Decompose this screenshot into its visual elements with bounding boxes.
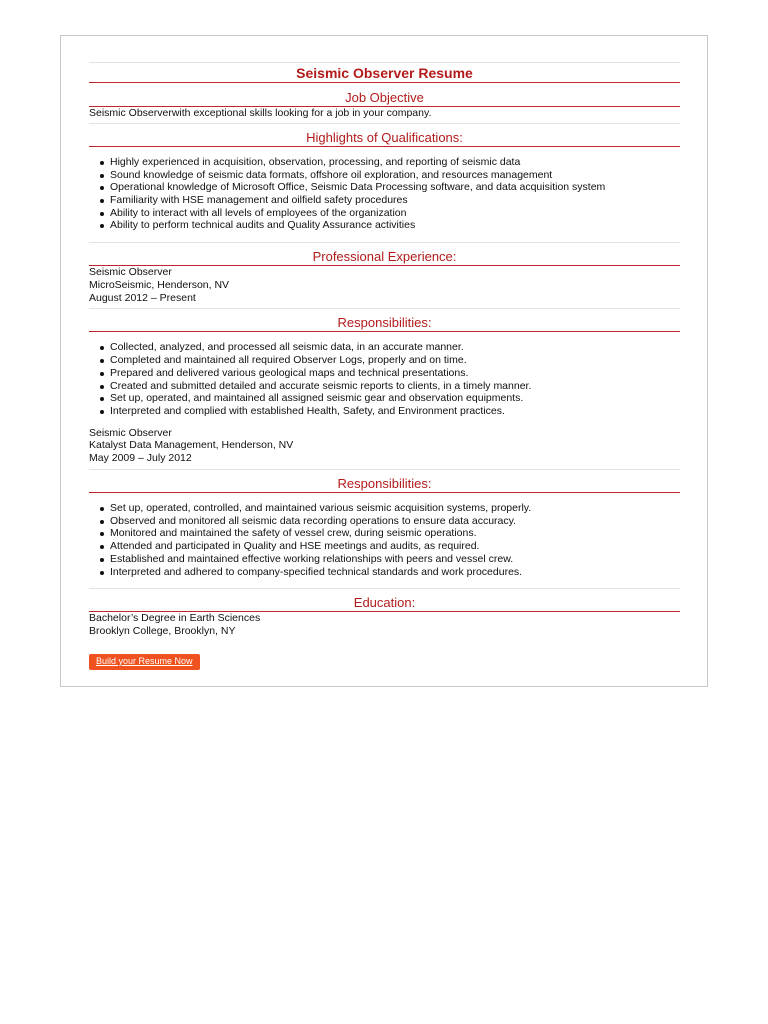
section-divider (89, 123, 680, 124)
list-item (98, 553, 680, 566)
bullet-icon (100, 174, 104, 178)
job-title: Seismic Observer (89, 426, 172, 439)
bullet-icon (100, 212, 104, 216)
list-item-text: Operational knowledge of Microsoft Office, Seismic Data Processing software, and data acquisition system (110, 181, 606, 194)
list-item (98, 194, 680, 207)
bullet-icon (100, 224, 104, 228)
build-resume-button[interactable]: Build your Resume Now (89, 654, 200, 670)
education-school: Brooklyn College, Brooklyn, NY (89, 625, 236, 638)
bullet-icon (100, 161, 104, 165)
list-item-text: Observed and monitored all seismic data recording operations to ensure data accuracy. (110, 514, 517, 527)
list-item (98, 169, 680, 182)
education-section (89, 588, 680, 638)
list-item-text: Sound knowledge of seismic data formats, offshore oil exploration, and resources management (110, 168, 553, 181)
education-degree: Bachelor’s Degree in Earth Sciences (89, 612, 261, 625)
list-item (98, 405, 680, 418)
list-item-text: Set up, operated, controlled, and maintained various seismic acquisition systems, properly. (110, 502, 532, 515)
list-item-text: Monitored and maintained the safety of vessel crew, during seismic operations. (110, 527, 477, 540)
bullet-icon (100, 199, 104, 203)
bullet-icon (100, 186, 104, 190)
list-item (98, 219, 680, 232)
list-item-text: Ability to interact with all levels of employees of the organization (110, 206, 407, 219)
job-objective-heading: Job Objective (89, 90, 680, 107)
list-item-text: Set up, operated, and maintained all assigned seismic gear and observation equipments. (110, 392, 524, 405)
bullet-icon (100, 410, 104, 414)
list-item (98, 392, 680, 405)
resume-page (60, 35, 708, 687)
job-company: MicroSeismic, Henderson, NV (89, 278, 230, 291)
job-dates: August 2012 – Present (89, 291, 196, 304)
job-dates: May 2009 – July 2012 (89, 452, 192, 465)
experience-heading: Professional Experience: (89, 249, 680, 266)
section-divider (89, 469, 680, 470)
job-title: Seismic Observer (89, 266, 172, 279)
education-heading: Education: (89, 595, 680, 612)
list-item (98, 566, 680, 579)
list-item (98, 207, 680, 220)
list-item (98, 502, 680, 515)
list-item (98, 380, 680, 393)
job-objective-text: Seismic Observerwith exceptional skills looking for a job in your company. (89, 107, 432, 119)
list-item (98, 540, 680, 553)
job-entry (89, 266, 680, 418)
list-item-text: Familiarity with HSE management and oilfield safety procedures (110, 193, 408, 206)
highlights-list (89, 156, 680, 232)
bullet-icon (100, 532, 104, 536)
list-item-text: Prepared and delivered various geological maps and technical presentations. (110, 366, 469, 379)
bullet-icon (100, 507, 104, 511)
list-item (98, 367, 680, 380)
list-item-text: Interpreted and complied with established Health, Safety, and Environment practices. (110, 404, 505, 417)
section-divider (89, 588, 680, 589)
list-item-text: Highly experienced in acquisition, observation, processing, and reporting of seismic data (110, 155, 521, 168)
resume-content (89, 62, 680, 670)
responsibilities-heading: Responsibilities: (89, 476, 680, 493)
list-item-text: Completed and maintained all required Observer Logs, properly and on time. (110, 354, 467, 367)
bullet-icon (100, 346, 104, 350)
bullet-icon (100, 520, 104, 524)
bullet-icon (100, 571, 104, 575)
list-item (98, 341, 680, 354)
list-item (98, 527, 680, 540)
section-divider (89, 308, 680, 309)
bullet-icon (100, 359, 104, 363)
list-item (98, 181, 680, 194)
list-item-text: Attended and participated in Quality and HSE meetings and audits, as required. (110, 540, 480, 553)
bullet-icon (100, 397, 104, 401)
list-item-text: Ability to perform technical audits and Quality Assurance activities (110, 219, 416, 232)
resume-title: Seismic Observer Resume (89, 65, 680, 83)
bullet-icon (100, 372, 104, 376)
bullet-icon (100, 385, 104, 389)
responsibilities-heading: Responsibilities: (89, 315, 680, 332)
list-item (98, 515, 680, 528)
section-divider (89, 242, 680, 243)
highlights-heading: Highlights of Qualifications: (89, 130, 680, 147)
bullet-icon (100, 558, 104, 562)
list-item (98, 354, 680, 367)
experience-section (89, 242, 680, 578)
responsibilities-list (89, 502, 680, 578)
list-item (98, 156, 680, 169)
cta-wrapper (89, 651, 680, 670)
list-item-text: Collected, analyzed, and processed all seismic data, in an accurate manner. (110, 341, 464, 354)
list-item-text: Created and submitted detailed and accurate seismic reports to clients, in a timely manner. (110, 379, 532, 392)
job-company: Katalyst Data Management, Henderson, NV (89, 439, 294, 452)
top-divider (89, 62, 680, 63)
list-item-text: Established and maintained effective working relationships with peers and vessel crew. (110, 552, 514, 565)
job-objective-section (89, 90, 680, 120)
bullet-icon (100, 545, 104, 549)
list-item-text: Interpreted and adhered to company-specified technical standards and work procedures. (110, 565, 523, 578)
highlights-section (89, 123, 680, 232)
responsibilities-list (89, 341, 680, 417)
job-entry (89, 427, 680, 579)
